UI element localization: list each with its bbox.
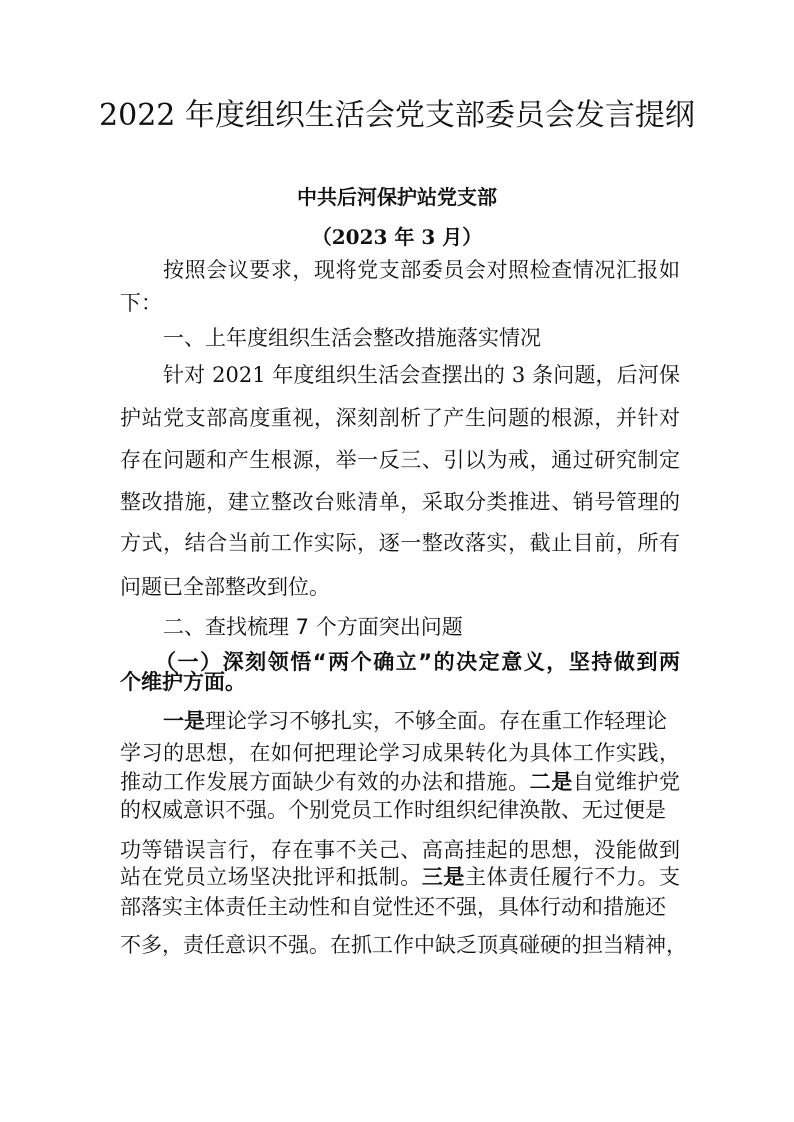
paragraph-line: 存在问题和产生根源，举一反三、引以为戒，通过研究制定 bbox=[120, 448, 680, 472]
bold-lead: 一是 bbox=[163, 709, 205, 733]
paragraph-line: 的权威意识不强。个别党员工作时组织纪律涣散、无过便是 bbox=[120, 798, 666, 822]
paragraph-line: 方式，结合当前工作实际，逐一整改落实，截止目前，所有 bbox=[120, 531, 680, 555]
paragraph-line bbox=[120, 864, 680, 890]
intro-line: 按照会议要求，现将党支部委员会对照检查情况汇报如 bbox=[163, 258, 680, 282]
paragraph-line bbox=[163, 708, 667, 734]
bold-lead: 三是 bbox=[421, 865, 465, 889]
bold-lead: 二是 bbox=[529, 770, 573, 794]
paragraph-line: 护站党支部高度重视，深刻剖析了产生问题的根源，并针对 bbox=[120, 406, 680, 430]
paragraph-line: 整改措施，建立整改台账清单，采取分类推进、销号管理的 bbox=[120, 490, 680, 514]
document-date: （2023 年 3 月） bbox=[311, 225, 483, 249]
paragraph-line: 问题已全部整改到位。 bbox=[120, 575, 330, 599]
section-heading: 二、查找梳理 7 个方面突出问题 bbox=[163, 615, 463, 639]
subsection-heading: 个维护方面。 bbox=[120, 670, 246, 694]
paragraph-line: 学习的思想，在如何把理论学习成果转化为具体工作实践， bbox=[120, 741, 680, 765]
text: 自觉维护党 bbox=[572, 770, 681, 794]
subsection-heading: （一）深刻领悟“两个确立”的决定意义，坚持做到两 bbox=[155, 650, 680, 674]
text: 主体责任履行不力。支 bbox=[464, 865, 681, 889]
paragraph-line: 不多，责任意识不强。在抓工作中缺乏顶真碰硬的担当精神， bbox=[120, 933, 687, 957]
document-title: 2022 年度组织生活会党支部委员会发言提纲 bbox=[99, 98, 695, 133]
paragraph-line bbox=[120, 769, 680, 795]
paragraph-line: 针对 2021 年度组织生活会查摆出的 3 条问题，后河保 bbox=[163, 363, 680, 387]
text: 站在党员立场坚决批评和抵制。 bbox=[120, 865, 422, 889]
paragraph-line: 部落实主体责任主动性和自觉性还不强，具体行动和措施还 bbox=[120, 895, 666, 919]
section-heading: 一、上年度组织生活会整改措施落实情况 bbox=[163, 326, 541, 350]
text: 理论学习不够扎实，不够全面。存在重工作轻理论 bbox=[205, 709, 667, 733]
paragraph-line: 功等错误言行，存在事不关己、高高挂起的思想，没能做到 bbox=[120, 838, 680, 862]
intro-line: 下： bbox=[120, 291, 162, 315]
text: 推动工作发展方面缺少有效的办法和措施。 bbox=[120, 770, 530, 794]
organization-name: 中共后河保护站党支部 bbox=[297, 185, 497, 209]
